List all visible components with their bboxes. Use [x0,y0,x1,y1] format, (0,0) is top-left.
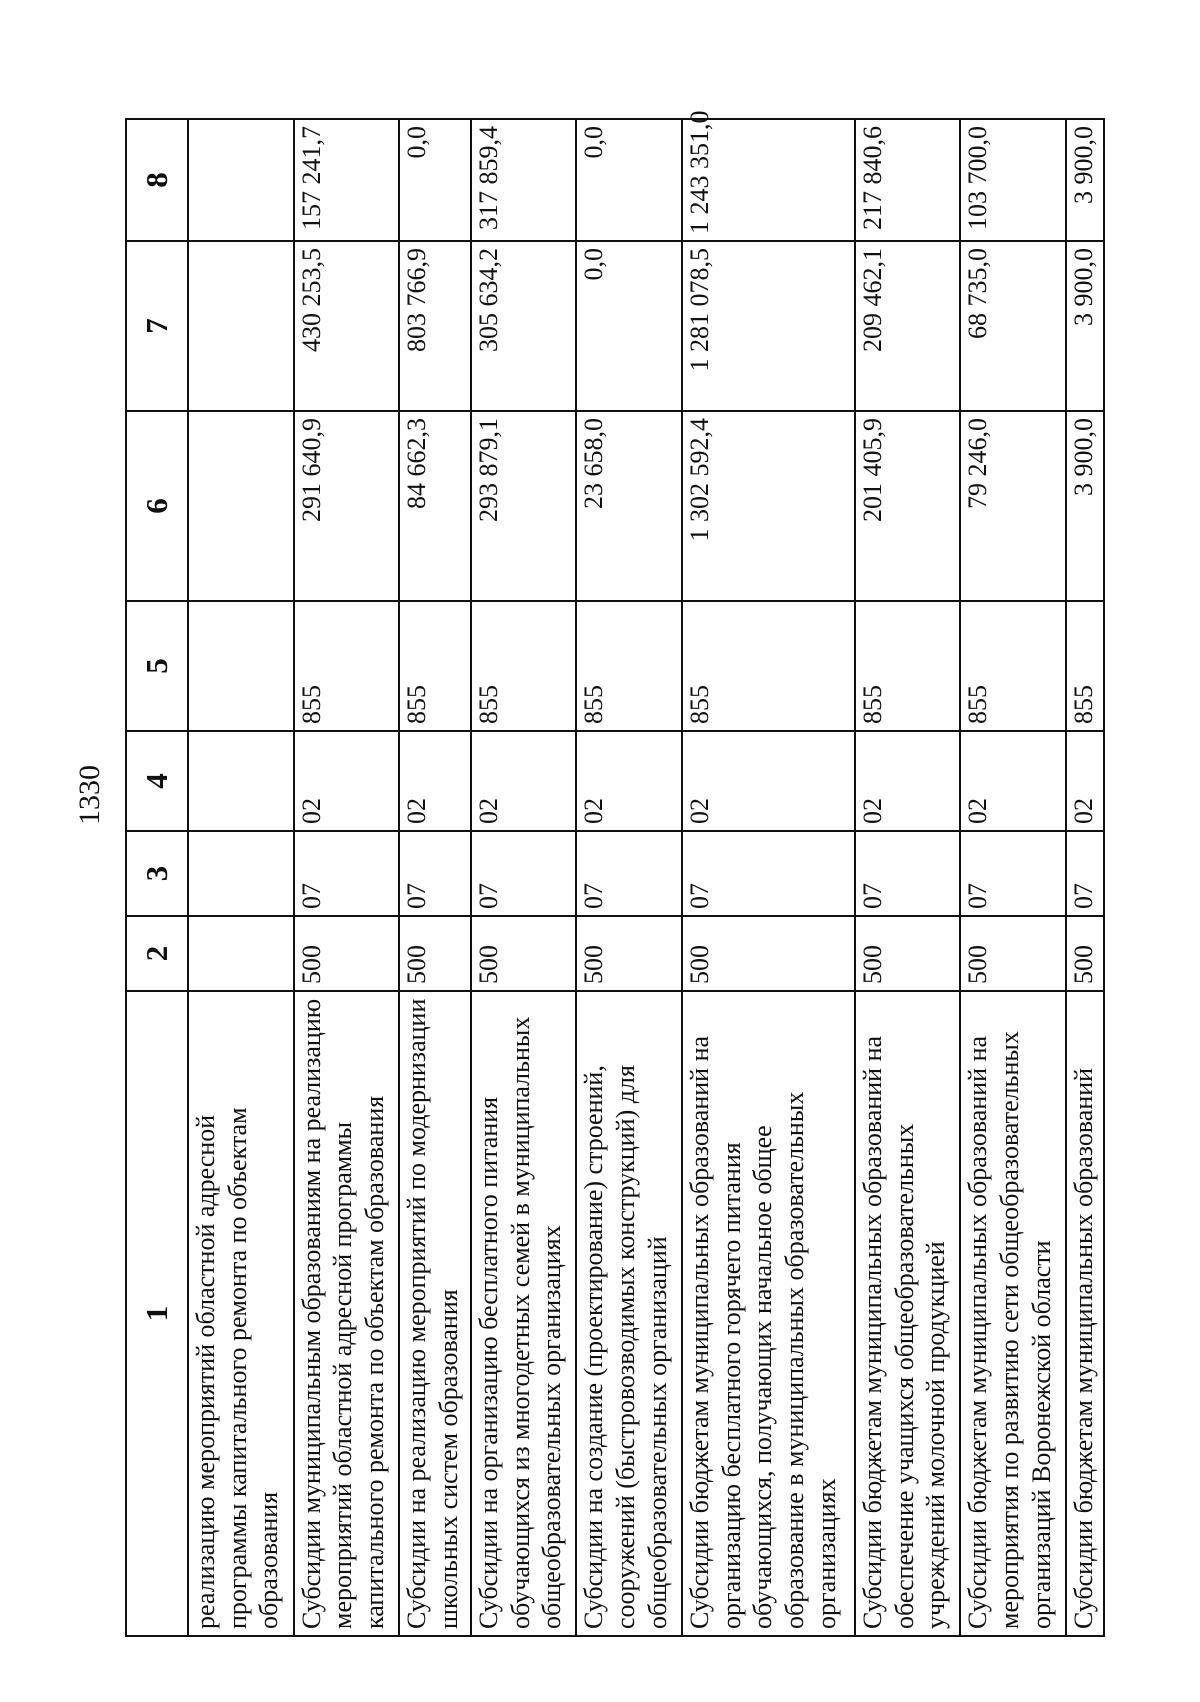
row-code-3: 07 [294,831,400,916]
header-col-5: 5 [126,601,188,731]
page-number: 1330 [73,765,106,825]
row-code-2: 500 [1066,916,1104,991]
row-amount-8 [188,119,294,241]
row-code-2 [188,916,294,991]
row-code-2: 500 [855,916,961,991]
row-code-4: 02 [399,731,471,831]
row-amount-7: 0,0 [576,241,682,411]
rotated-page-content [125,110,1105,1637]
header-col-1: 1 [126,991,188,1636]
row-amount-7: 1 281 078,5 [682,241,855,411]
header-col-7: 7 [126,241,188,411]
row-code-2: 500 [682,916,855,991]
header-col-3: 3 [126,831,188,916]
row-amount-6: 84 662,3 [399,411,471,601]
row-code-5 [188,601,294,731]
row-description: Субсидии на создание (проектирование) строений, сооружений (быстровозводимых конструкций) для общеобразовательных организаций [576,991,682,1636]
budget-table [125,110,1105,1637]
row-code-5: 855 [576,601,682,731]
row-amount-6: 293 879,1 [471,411,577,601]
row-amount-8: 3 900,0 [1066,119,1104,241]
row-code-3: 07 [682,831,855,916]
row-code-5: 855 [960,601,1066,731]
row-code-3: 07 [576,831,682,916]
row-description: Субсидии на организацию бесплатного питания обучающихся из многодетных семей в муниципальных общеобразовательных организациях [471,991,577,1636]
row-code-4: 02 [471,731,577,831]
row-code-2: 500 [960,916,1066,991]
table-row [471,119,577,1636]
row-code-2: 500 [399,916,471,991]
row-description: Субсидии бюджетам муниципальных образований на мероприятия по развитию сети общеобразовательных организаций Воронежской области [960,991,1066,1636]
table-row [576,119,682,1636]
row-code-5: 855 [399,601,471,731]
row-code-3: 07 [960,831,1066,916]
row-code-4: 02 [294,731,400,831]
row-code-5: 855 [1066,601,1104,731]
row-amount-8: 0,0 [576,119,682,241]
row-code-3 [188,831,294,916]
row-amount-8: 217 840,6 [855,119,961,241]
row-code-4: 02 [576,731,682,831]
row-amount-7: 68 735,0 [960,241,1066,411]
row-amount-6: 23 658,0 [576,411,682,601]
row-amount-7: 3 900,0 [1066,241,1104,411]
row-description: Субсидии бюджетам муниципальных образований [1066,991,1104,1636]
row-code-4: 02 [1066,731,1104,831]
row-description: реализацию мероприятий областной адресной программы капитального ремонта по объектам образования [188,991,294,1636]
row-code-2: 500 [294,916,400,991]
table-row [855,119,961,1636]
row-code-5: 855 [294,601,400,731]
row-description: Субсидии бюджетам муниципальных образований на организацию бесплатного горячего питания обучающихся, получающих начальное общее образование в муниципальных образовательных организациях [682,991,855,1636]
row-code-3: 07 [471,831,577,916]
row-amount-6: 79 246,0 [960,411,1066,601]
header-col-8: 8 [126,119,188,241]
row-amount-8: 103 700,0 [960,119,1066,241]
row-amount-6 [188,411,294,601]
row-amount-6: 3 900,0 [1066,411,1104,601]
row-code-4: 02 [960,731,1066,831]
row-code-2: 500 [576,916,682,991]
row-amount-8: 1 243 351,0 [682,119,855,241]
row-amount-7: 305 634,2 [471,241,577,411]
row-amount-7: 803 766,9 [399,241,471,411]
row-code-3: 07 [855,831,961,916]
row-amount-6: 1 302 592,4 [682,411,855,601]
row-code-5: 855 [682,601,855,731]
table-row [399,119,471,1636]
row-amount-8: 157 241,7 [294,119,400,241]
table-header-row [126,119,188,1636]
row-description: Субсидии муниципальным образованиям на реализацию мероприятий областной адресной программы капитального ремонта по объектам образования [294,991,400,1636]
row-code-2: 500 [471,916,577,991]
row-amount-7 [188,241,294,411]
row-code-5: 855 [471,601,577,731]
row-amount-8: 317 859,4 [471,119,577,241]
row-code-3: 07 [1066,831,1104,916]
table-row [294,119,400,1636]
row-amount-7: 430 253,5 [294,241,400,411]
row-amount-6: 291 640,9 [294,411,400,601]
row-code-4: 02 [855,731,961,831]
row-description: Субсидии бюджетам муниципальных образований на обеспечение учащихся общеобразовательных учреждений молочной продукцией [855,991,961,1636]
row-amount-8: 0,0 [399,119,471,241]
header-col-4: 4 [126,731,188,831]
table-row [188,119,294,1636]
header-col-2: 2 [126,916,188,991]
table-row [682,119,855,1636]
row-code-4 [188,731,294,831]
row-code-5: 855 [855,601,961,731]
table-row [960,119,1066,1636]
row-amount-7: 209 462,1 [855,241,961,411]
row-description: Субсидии на реализацию мероприятий по модернизации школьных систем образования [399,991,471,1636]
row-code-4: 02 [682,731,855,831]
header-col-6: 6 [126,411,188,601]
row-amount-6: 201 405,9 [855,411,961,601]
row-code-3: 07 [399,831,471,916]
table-row [1066,119,1104,1636]
